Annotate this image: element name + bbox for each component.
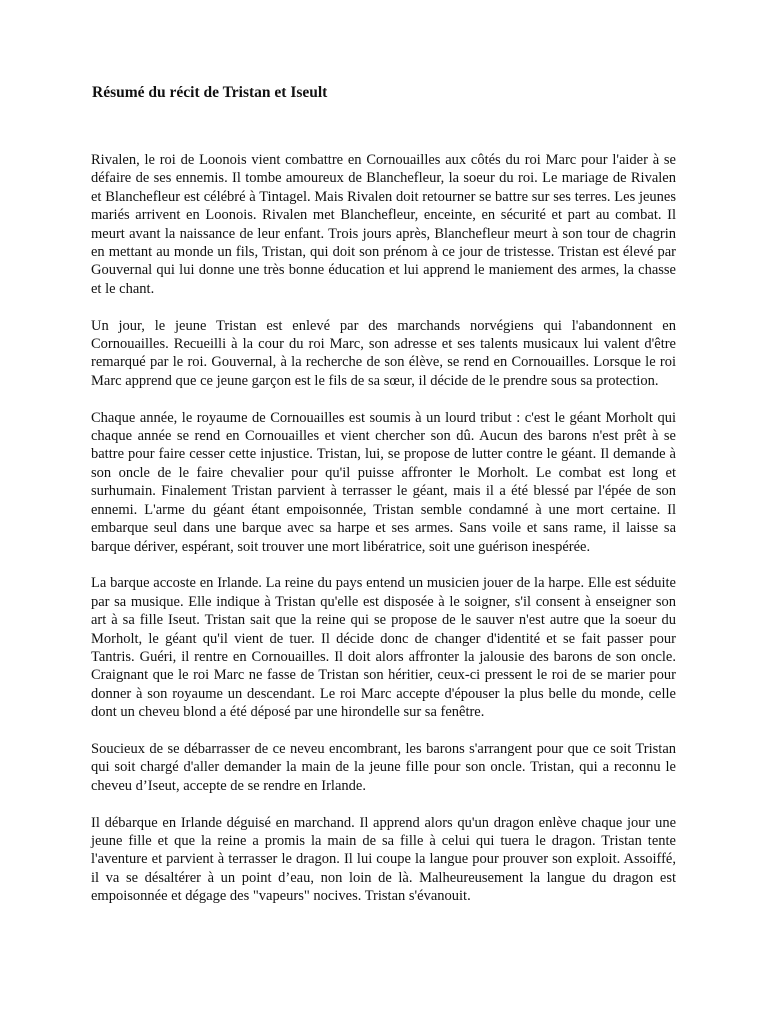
- paragraph-irlande: La barque accoste en Irlande. La reine du pays entend un musicien jouer de la harpe. Elle est séduite par sa musique. Elle indique à Tristan qu'elle est disposée à le soigner, s'il consent à enseigner son art à sa fille Iseut. Tristan sait que la reine qui se propose de le sauver n'est autre que la soeur du Morholt, le géant qu'il vient de tuer. Il décide donc de changer d'identité et se fait passer pour Tantris. Guéri, il rentre en Cornouailles. Il doit alors affronter la jalousie des barons de son oncle. Craignant que le roi Marc ne fasse de Tristan son héritier, ceux-ci pressent le roi de se marier pour donner à son royaume un descendant. Le roi Marc accepte d'épouser la plus belle du monde, celle dont un cheveu blond a été déposé par une hirondelle sur sa fenêtre.: [91, 575, 676, 721]
- paragraph-dragon: Il débarque en Irlande déguisé en marchand. Il apprend alors qu'un dragon enlève chaque jour une jeune fille et que la reine a promis la main de sa fille à celui qui tuera le dragon. Tristan tente l'aventure et parvient à terrasser le dragon. Il lui coupe la langue pour prouver son exploit. Assoiffé, il va se désaltérer à un point d’eau, non loin de là. Malheureusement la langue du dragon est empoisonnée et dégage des "vapeurs" nocives. Tristan s'évanouit.: [91, 814, 676, 905]
- document-title: Résumé du récit de Tristan et Iseult: [92, 84, 328, 101]
- paragraph-rivalen: Rivalen, le roi de Loonois vient combattre en Cornouailles aux côtés du roi Marc pour l'aider à se défaire de ses ennemis. Il tombe amoureux de Blanchefleur, la soeur du roi. Le mariage de Rivalen et Blanchefleur est célébré à Tintagel. Mais Rivalen doit retourner se battre sur ses terres. Les jeunes mariés arrivent en Loonois. Rivalen met Blanchefleur, enceinte, en sécurité et part au combat. Il meurt avant la naissance de leur enfant. Trois jours après, Blanchefleur meurt à son tour de chagrin en mettant au monde un fils, Tristan, qui doit son prénom à ce jour de tristesse. Tristan est élevé par Gouvernal qui lui donne une très bonne éducation et lui apprend le maniement des armes, la chasse et le chant.: [91, 152, 676, 297]
- paragraph-enlevement: Un jour, le jeune Tristan est enlevé par des marchands norvégiens qui l'abandonnent en Cornouailles. Recueilli à la cour du roi Marc, son adresse et ses talents musicaux lui valent d'être remarqué par le roi. Gouvernal, à la recherche de son élève, se rend en Cornouailles. Lorsque le roi Marc apprend que ce jeune garçon est le fils de sa sœur, il décide de le prendre sous sa protection.: [91, 317, 676, 389]
- paragraph-morholt: Chaque année, le royaume de Cornouailles est soumis à un lourd tribut : c'est le géant Morholt qui chaque année se rend en Cornouailles et vient chercher son dû. Aucun des barons n'est prêt à se battre pour faire cesser cette injustice. Tristan, lui, se propose de lutter contre le géant. Il demande à son oncle de le faire chevalier pour qu'il puisse affronter le Morholt. Le combat est long et surhumain. Finalement Tristan parvient à terrasser le géant, mais il a été blessé par l'épée de son ennemi. L'arme du géant étant empoisonnée, Tristan semble condamné à une mort certaine. Il embarque seul dans une barque avec sa harpe et ses armes. Sans voile et sans rame, il laisse sa barque dériver, espérant, soit trouver une mort libératrice, soit une guérison inespérée.: [91, 409, 676, 555]
- paragraph-barons: Soucieux de se débarrasser de ce neveu encombrant, les barons s'arrangent pour que ce soit Tristan qui soit chargé d'aller demander la main de la jeune fille pour son oncle. Tristan, qui a reconnu le cheveu d’Iseut, accepte de se rendre en Irlande.: [91, 740, 676, 794]
- document-body: [91, 151, 676, 924]
